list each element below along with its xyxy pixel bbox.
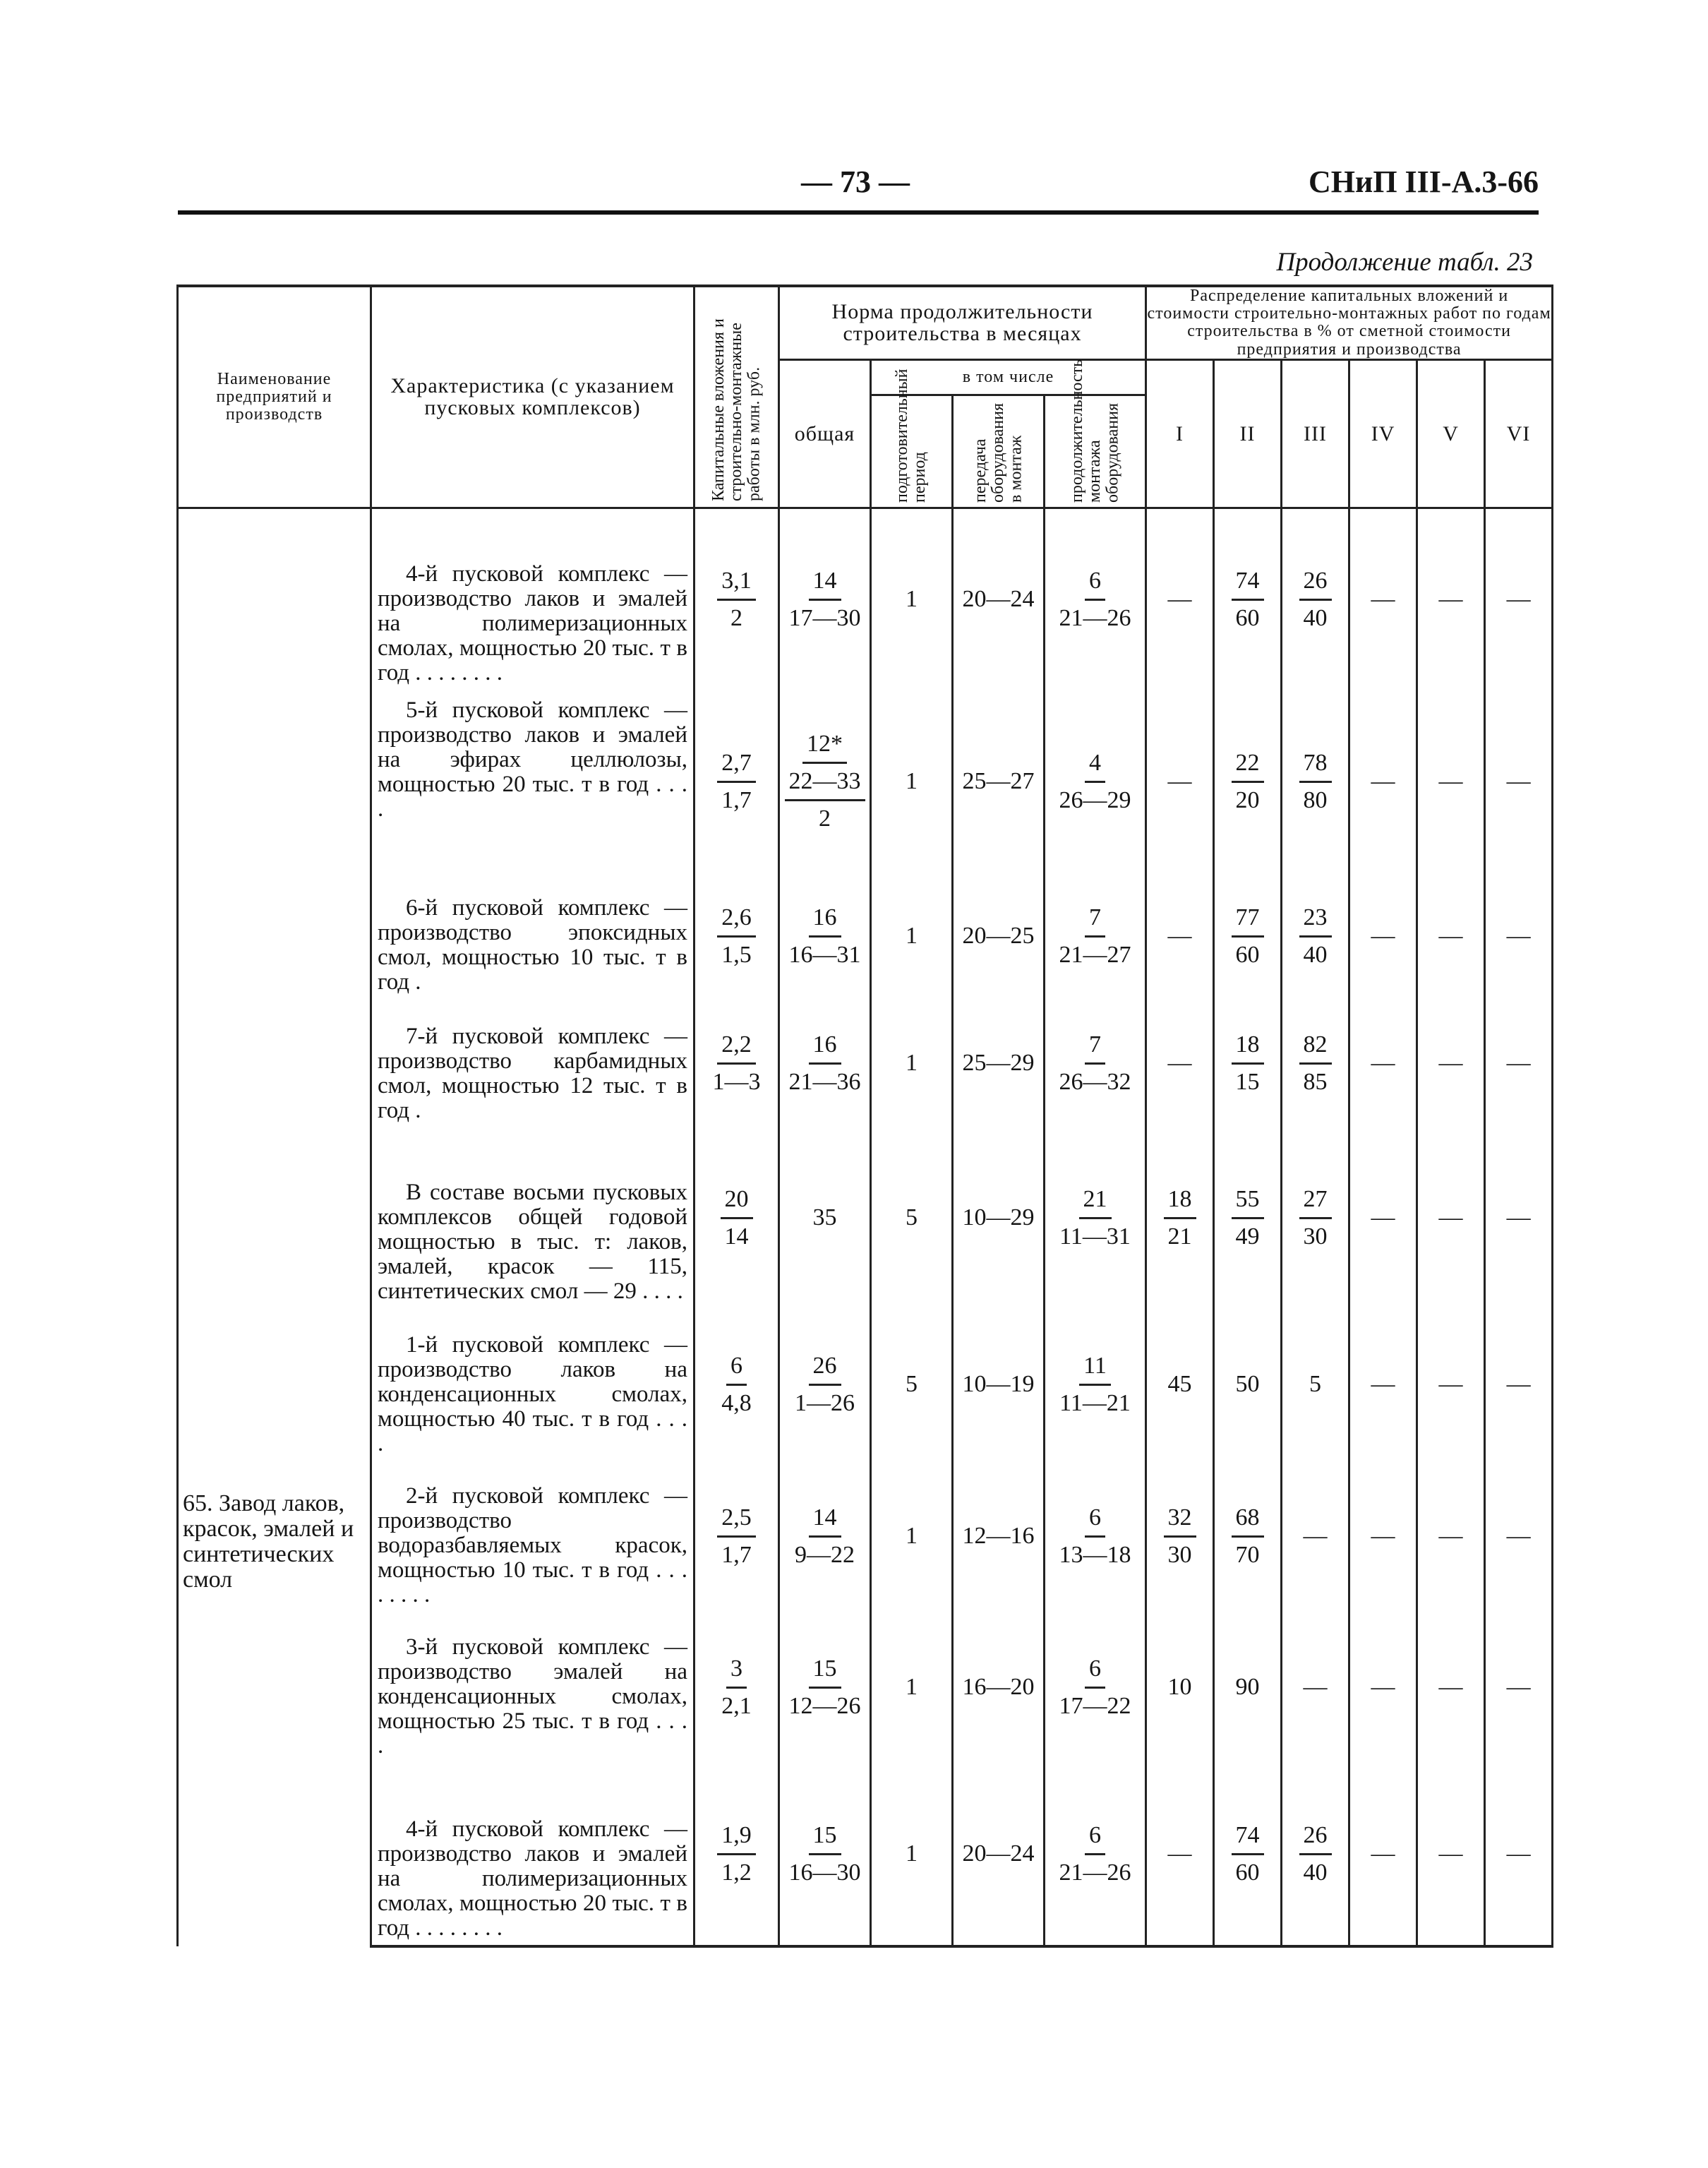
year-2-capital: 55: [1232, 1186, 1264, 1219]
year-2-cell: [1214, 1461, 1282, 1612]
year-6-cell: —: [1485, 508, 1553, 690]
capital-cell: [694, 1763, 779, 1946]
year-5-cell: —: [1417, 690, 1485, 873]
total-duration: 16: [809, 1031, 841, 1065]
year-1-construction: 21: [1167, 1223, 1192, 1250]
year-4-cell: —: [1349, 1461, 1417, 1612]
row-characteristic: 2-й пусковой комплекс — производство водоразбавляемых красок, мощностью 10 тыс. т в год . . . . . . . .: [371, 1461, 694, 1612]
equipment-transfer: 20—25: [953, 873, 1045, 999]
total-duration-range: 16—30: [788, 1859, 861, 1886]
year-2-capital: 74: [1232, 1822, 1264, 1855]
row-characteristic: 7-й пусковой комплекс — производство карбамидных смол, мощностью 12 тыс. т в год .: [371, 999, 694, 1127]
capital-total: 3: [726, 1655, 747, 1689]
year-4-cell: —: [1349, 999, 1417, 1127]
year-3-construction: 85: [1303, 1068, 1328, 1095]
preparatory-period: 1: [871, 690, 953, 873]
total-duration: 12*: [802, 731, 847, 764]
header-year-1: I: [1146, 359, 1214, 508]
installation-range: 11—21: [1059, 1389, 1131, 1416]
installation-cell: [1045, 873, 1146, 999]
total-duration-cell: [779, 999, 871, 1127]
year-2-construction: 60: [1235, 604, 1260, 631]
year-1-cell: —: [1146, 1763, 1214, 1946]
installation-cell: [1045, 1763, 1146, 1946]
capital-cell: [694, 873, 779, 999]
table-row: [178, 1763, 1553, 1946]
header-norm-preparatory-text: подготовительный период: [893, 369, 930, 503]
installation-duration: 6: [1085, 1822, 1105, 1855]
installation-cell: [1045, 1308, 1146, 1461]
preparatory-period: 1: [871, 873, 953, 999]
total-duration: 14: [809, 568, 841, 601]
installation-duration: 6: [1085, 1504, 1105, 1538]
table-continuation-label: Продолжение табл. 23: [1276, 248, 1533, 277]
header-capital-investment-text: Капитальные вложения и строительно-монтажные работы в млн. руб.: [709, 318, 764, 501]
capital-construction: 2: [730, 604, 742, 631]
year-3-capital: 26: [1299, 1822, 1332, 1855]
year-2-cell: [1214, 873, 1282, 999]
year-3-cell: [1282, 999, 1349, 1127]
installation-range: 11—31: [1059, 1223, 1131, 1250]
capital-cell: [694, 1612, 779, 1763]
header-year-2: II: [1214, 359, 1282, 508]
capital-cell: [694, 1308, 779, 1461]
header-enterprise-name: Наименование предприятий и производств: [178, 286, 371, 508]
equipment-transfer: 20—24: [953, 1763, 1045, 1946]
capital-total: 20: [721, 1186, 753, 1219]
capital-total: 2,7: [717, 750, 756, 783]
header-rule: [178, 210, 1539, 215]
year-1-cell: 10: [1146, 1612, 1214, 1763]
preparatory-period: 1: [871, 508, 953, 690]
total-duration-range: 17—30: [788, 604, 861, 631]
enterprise-name-cell: [178, 508, 371, 1946]
year-5-cell: —: [1417, 508, 1485, 690]
equipment-transfer: 10—29: [953, 1127, 1045, 1308]
table-row: [178, 1612, 1553, 1763]
installation-range: 21—26: [1059, 1859, 1131, 1886]
year-6-cell: —: [1485, 1461, 1553, 1612]
row-characteristic: 6-й пусковой комплекс — производство эпоксидных смол, мощностью 10 тыс. т в год .: [371, 873, 694, 999]
installation-range: 21—26: [1059, 604, 1131, 631]
norms-table: [176, 285, 1553, 1948]
installation-range: 26—32: [1059, 1068, 1131, 1095]
equipment-transfer: 25—27: [953, 690, 1045, 873]
year-4-cell: —: [1349, 508, 1417, 690]
capital-cell: [694, 508, 779, 690]
total-duration: 26: [809, 1353, 841, 1386]
year-4-cell: —: [1349, 1308, 1417, 1461]
year-2-cell: [1214, 999, 1282, 1127]
equipment-transfer: 10—19: [953, 1308, 1045, 1461]
preparatory-period: 1: [871, 1763, 953, 1946]
installation-range: 13—18: [1059, 1541, 1131, 1568]
year-5-cell: —: [1417, 873, 1485, 999]
year-1-cell: —: [1146, 999, 1214, 1127]
capital-cell: [694, 1127, 779, 1308]
year-3-construction: 40: [1303, 1859, 1328, 1886]
year-4-cell: —: [1349, 1127, 1417, 1308]
year-6-cell: —: [1485, 1612, 1553, 1763]
year-3-construction: 80: [1303, 786, 1328, 813]
total-duration-extra: 2: [819, 805, 831, 832]
table-row: [178, 508, 1553, 690]
total-duration-cell: [779, 873, 871, 999]
table-row: [178, 1127, 1553, 1308]
installation-range: 26—29: [1059, 786, 1131, 813]
total-duration-cell: [779, 1612, 871, 1763]
installation-cell: [1045, 1461, 1146, 1612]
year-2-cell: [1214, 508, 1282, 690]
total-duration-cell: [779, 1308, 871, 1461]
equipment-transfer: 20—24: [953, 508, 1045, 690]
table-row: [178, 999, 1553, 1127]
capital-construction: 1,2: [721, 1859, 752, 1886]
total-duration-range: 21—36: [788, 1068, 861, 1095]
total-duration: 35: [779, 1127, 871, 1308]
installation-range: 21—27: [1059, 941, 1131, 968]
installation-duration: 6: [1085, 568, 1105, 601]
header-norm-total: общая: [779, 359, 871, 508]
equipment-transfer: 25—29: [953, 999, 1045, 1127]
year-1-capital: 18: [1164, 1186, 1196, 1219]
capital-cell: [694, 999, 779, 1127]
year-2-construction: 70: [1235, 1541, 1260, 1568]
installation-cell: [1045, 508, 1146, 690]
capital-total: 1,9: [717, 1822, 756, 1855]
document-code: СНиП III-А.3-66: [1308, 164, 1539, 199]
capital-construction: 1,7: [721, 1541, 752, 1568]
year-3-capital: 78: [1299, 750, 1332, 783]
capital-cell: [694, 1461, 779, 1612]
year-5-cell: —: [1417, 1461, 1485, 1612]
year-4-cell: —: [1349, 690, 1417, 873]
total-duration-cell: [779, 508, 871, 690]
year-2-capital: 18: [1232, 1031, 1264, 1065]
capital-construction: 2,1: [721, 1692, 752, 1719]
table-row: [178, 1308, 1553, 1461]
total-duration-range: 16—31: [788, 941, 861, 968]
year-2-cell: 90: [1214, 1612, 1282, 1763]
enterprise-name: 65. Завод лаков, красок, эмалей и синтетических смол: [183, 1490, 354, 1593]
equipment-transfer: 12—16: [953, 1461, 1045, 1612]
equipment-transfer: 16—20: [953, 1612, 1045, 1763]
capital-total: 6: [726, 1353, 747, 1386]
year-4-cell: —: [1349, 1612, 1417, 1763]
total-duration-range: 22—33: [785, 764, 865, 801]
total-duration-cell: [779, 1461, 871, 1612]
year-1-cell: [1146, 1127, 1214, 1308]
header-norm-group: Норма продолжительности строительства в месяцах: [779, 286, 1146, 359]
capital-construction: 1,7: [721, 786, 752, 813]
header-norm-transfer: [953, 395, 1045, 508]
total-duration-range: 1—26: [795, 1389, 855, 1416]
capital-construction: 14: [724, 1223, 749, 1250]
row-characteristic: 3-й пусковой комплекс — производство эмалей на конденсационных смолах, мощностью 25 тыс. т в год . . . .: [371, 1612, 694, 1763]
year-5-cell: —: [1417, 999, 1485, 1127]
year-3-cell: [1282, 1763, 1349, 1946]
year-2-capital: 68: [1232, 1504, 1264, 1538]
year-2-capital: 77: [1232, 904, 1264, 938]
header-distribution-group: Распределение капитальных вложений и стоимости строительно-монтажных работ по годам строительства в % от сметной стоимости предприятия и производства: [1147, 287, 1551, 359]
year-6-cell: —: [1485, 999, 1553, 1127]
year-3-cell: —: [1282, 1612, 1349, 1763]
table-row: [178, 873, 1553, 999]
installation-duration: 6: [1085, 1655, 1105, 1689]
year-4-cell: —: [1349, 1763, 1417, 1946]
year-6-cell: —: [1485, 690, 1553, 873]
capital-total: 3,1: [717, 568, 756, 601]
year-6-cell: —: [1485, 873, 1553, 999]
year-3-cell: [1282, 1127, 1349, 1308]
installation-duration: 21: [1079, 1186, 1112, 1219]
year-3-cell: 5: [1282, 1308, 1349, 1461]
page-number: — 73 —: [801, 164, 910, 199]
year-1-cell: —: [1146, 873, 1214, 999]
year-6-cell: —: [1485, 1127, 1553, 1308]
year-5-cell: —: [1417, 1308, 1485, 1461]
table-row: [178, 1461, 1553, 1612]
year-5-cell: —: [1417, 1127, 1485, 1308]
preparatory-period: 5: [871, 1127, 953, 1308]
installation-cell: [1045, 690, 1146, 873]
row-characteristic: 4-й пусковой комплекс — производство лаков и эмалей на полимеризационных смолах, мощностью 20 тыс. т в год . . . . . . . .: [371, 508, 694, 690]
year-3-capital: 27: [1299, 1186, 1332, 1219]
capital-total: 2,5: [717, 1504, 756, 1538]
table-row: [178, 690, 1553, 873]
capital-construction: 1—3: [712, 1068, 761, 1095]
preparatory-period: 1: [871, 1461, 953, 1612]
year-2-capital: 22: [1232, 750, 1264, 783]
year-2-construction: 60: [1235, 1859, 1260, 1886]
preparatory-period: 1: [871, 999, 953, 1127]
capital-construction: 4,8: [721, 1389, 752, 1416]
year-3-construction: 40: [1303, 941, 1328, 968]
header-year-4: IV: [1349, 359, 1417, 508]
installation-duration: 11: [1079, 1353, 1111, 1386]
total-duration-range: 9—22: [795, 1541, 855, 1568]
year-4-cell: —: [1349, 873, 1417, 999]
row-characteristic: 1-й пусковой комплекс — производство лаков на конденсационных смолах, мощностью 40 тыс. т в год . . . .: [371, 1308, 694, 1461]
capital-cell: [694, 690, 779, 873]
header-characteristics: Характеристика (с указанием пусковых комплексов): [371, 286, 694, 508]
capital-total: 2,2: [717, 1031, 756, 1065]
year-2-construction: 49: [1235, 1223, 1260, 1250]
year-3-construction: 30: [1303, 1223, 1328, 1250]
installation-duration: 7: [1085, 904, 1105, 938]
year-3-cell: [1282, 508, 1349, 690]
total-duration-cell: [779, 690, 871, 873]
header-norm-installation-text: продолжительность монтажа оборудования: [1067, 359, 1122, 503]
total-duration: 15: [809, 1655, 841, 1689]
year-1-cell: 45: [1146, 1308, 1214, 1461]
installation-cell: [1045, 1127, 1146, 1308]
year-2-cell: [1214, 1763, 1282, 1946]
year-2-cell: 50: [1214, 1308, 1282, 1461]
year-1-cell: —: [1146, 690, 1214, 873]
header-year-5: V: [1417, 359, 1485, 508]
installation-duration: 7: [1085, 1031, 1105, 1065]
year-1-capital: 32: [1164, 1504, 1196, 1538]
year-3-cell: —: [1282, 1461, 1349, 1612]
total-duration-cell: [779, 1763, 871, 1946]
year-1-cell: [1146, 1461, 1214, 1612]
row-characteristic: 4-й пусковой комплекс — производство лаков и эмалей на полимеризационных смолах, мощностью 20 тыс. т в год . . . . . . . .: [371, 1763, 694, 1946]
installation-duration: 4: [1085, 750, 1105, 783]
row-characteristic: В составе восьми пусковых комплексов общей годовой мощностью в тыс. т: лаков, эмалей, красок — 115, синтетических смол — 29 . . . .: [371, 1127, 694, 1308]
year-5-cell: —: [1417, 1763, 1485, 1946]
installation-cell: [1045, 999, 1146, 1127]
year-2-cell: [1214, 690, 1282, 873]
year-2-construction: 15: [1235, 1068, 1260, 1095]
header-capital-investment: [694, 286, 779, 508]
year-3-cell: [1282, 873, 1349, 999]
year-1-construction: 30: [1167, 1541, 1192, 1568]
year-2-construction: 60: [1235, 941, 1260, 968]
installation-range: 17—22: [1059, 1692, 1131, 1719]
total-duration: 15: [809, 1822, 841, 1855]
header-norm-installation: [1045, 359, 1146, 508]
preparatory-period: 5: [871, 1308, 953, 1461]
header-norm-including: в том числе: [871, 359, 1146, 395]
year-2-cell: [1214, 1127, 1282, 1308]
header-norm-transfer-text: передача оборудования в монтаж: [970, 402, 1026, 503]
year-5-cell: —: [1417, 1612, 1485, 1763]
header-year-3: III: [1282, 359, 1349, 508]
capital-construction: 1,5: [721, 941, 752, 968]
total-duration: 14: [809, 1504, 841, 1538]
preparatory-period: 1: [871, 1612, 953, 1763]
capital-total: 2,6: [717, 904, 756, 938]
year-3-capital: 23: [1299, 904, 1332, 938]
total-duration: 16: [809, 904, 841, 938]
total-duration-range: 12—26: [788, 1692, 861, 1719]
year-3-capital: 26: [1299, 568, 1332, 601]
header-norm-preparatory: [871, 369, 953, 508]
year-6-cell: —: [1485, 1763, 1553, 1946]
year-2-construction: 20: [1235, 786, 1260, 813]
year-3-cell: [1282, 690, 1349, 873]
year-3-construction: 40: [1303, 604, 1328, 631]
year-3-capital: 82: [1299, 1031, 1332, 1065]
year-1-cell: —: [1146, 508, 1214, 690]
row-characteristic: 5-й пусковой комплекс — производство лаков и эмалей на эфирах целлюлозы, мощностью 20 тыс. т в год . . . .: [371, 690, 694, 873]
year-2-capital: 74: [1232, 568, 1264, 601]
header-year-6: VI: [1485, 359, 1553, 508]
year-6-cell: —: [1485, 1308, 1553, 1461]
installation-cell: [1045, 1612, 1146, 1763]
